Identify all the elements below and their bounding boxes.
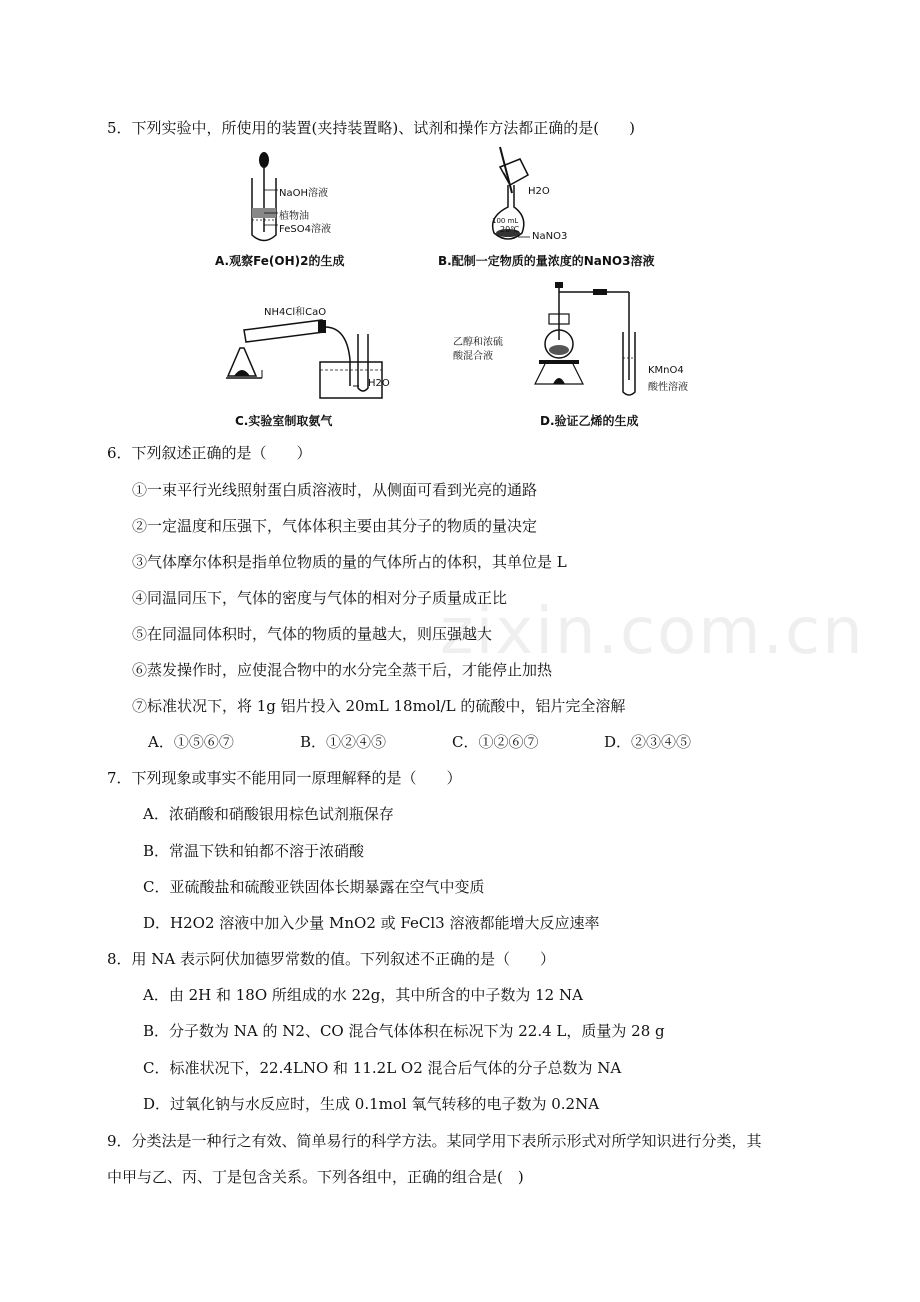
q6-choices [148,732,756,752]
q6-choice-c[interactable]: C．①②⑥⑦ [452,733,539,751]
q6-item-6: ⑥蒸发操作时，应使混合物中的水分完全蒸干后，才能停止加热 [132,661,553,679]
q8-option-a[interactable]: A．由 2H 和 18O 所组成的水 22g，其中所含的中子数为 12 NA [143,986,583,1004]
figure-b-label-water: H2O [528,186,550,197]
q8-option-d[interactable]: D．过氧化钠与水反应时，生成 0.1mol 氧气转移的电子数为 0.2NA [143,1095,600,1113]
q6-choice-a[interactable]: A．①⑤⑥⑦ [148,733,234,751]
figure-c-caption: C.实验室制取氨气 [235,414,333,428]
figure-d-label-acidic: 酸性溶液 [648,382,688,393]
figure-c-label-reagents: NH4Cl和CaO [264,307,327,318]
q8-option-b[interactable]: B．分子数为 NA 的 N2、CO 混合气体体积在标况下为 22.4 L，质量为 28 g [143,1022,665,1040]
figure-c-label-water: H2O [368,378,390,389]
figure-a-caption: A.观察Fe(OH)2的生成 [215,254,345,268]
figure-b-caption: B.配制一定物质的量浓度的NaNO3溶液 [438,254,655,268]
figure-a-label-oil: 植物油 [279,211,309,222]
q6-stem: 6．下列叙述正确的是（ ） [107,444,312,462]
q9-stem-line-1: 9．分类法是一种行之有效、简单易行的科学方法。某同学用下表所示形式对所学知识进行分类，其 [107,1132,762,1150]
watermark: zixin.com.cn [440,595,865,669]
q6-choice-d[interactable]: D．②③④⑤ [604,733,692,751]
figure-d-label-kmno4: KMnO4 [648,365,684,376]
q6-choice-b[interactable]: B．①②④⑤ [300,733,387,751]
q6-item-3: ③气体摩尔体积是指单位物质的量的气体所占的体积，其单位是 L [132,553,567,571]
figure-a-test-tube [230,150,390,250]
q6-item-4: ④同温同压下，气体的密度与气体的相对分子质量成正比 [132,589,508,607]
figure-d-label-mixture-2: 酸混合液 [453,351,493,362]
q7-option-c[interactable]: C．亚硫酸盐和硫酸亚铁固体长期暴露在空气中变质 [143,878,485,896]
figure-a-label-feso4: FeSO4溶液 [279,224,331,235]
figure-d-caption: D.验证乙烯的生成 [540,414,639,428]
q6-item-1: ①一束平行光线照射蛋白质溶液时，从侧面可看到光亮的通路 [132,481,538,499]
q7-option-a[interactable]: A．浓硝酸和硝酸银用棕色试剂瓶保存 [143,805,394,823]
figure-b-label-temp: 20℃ [500,225,520,234]
figure-d-label-mixture-1: 乙醇和浓硫 [453,337,503,348]
q6-item-7: ⑦标准状况下，将 1g 铝片投入 20mL 18mol/L 的硫酸中，铝片完全溶解 [132,697,626,715]
q8-stem: 8．用 NA 表示阿伏加德罗常数的值。下列叙述不正确的是（ ） [107,950,556,968]
q9-stem-line-2: 中甲与乙、丙、丁是包含关系。下列各组中，正确的组合是( ) [107,1168,524,1186]
q6-item-2: ②一定温度和压强下，气体体积主要由其分子的物质的量决定 [132,517,538,535]
q8-option-c[interactable]: C．标准状况下，22.4LNO 和 11.2L O2 混合后气体的分子总数为 NA [143,1059,622,1077]
q7-option-d[interactable]: D．H2O2 溶液中加入少量 MnO2 或 FeCl3 溶液都能增大反应速率 [143,914,600,932]
figure-b-label-nano3: NaNO3 [532,231,568,242]
q6-item-5: ⑤在同温同体积时，气体的物质的量越大，则压强越大 [132,625,493,643]
figure-a-label-naoh: NaOH溶液 [279,188,328,199]
q5-stem: 5．下列实验中，所使用的装置(夹持装置略)、试剂和操作方法都正确的是( ) [107,119,635,137]
q7-stem: 7．下列现象或事实不能用同一原理解释的是（ ） [107,769,462,787]
q7-option-b[interactable]: B．常温下铁和铂都不溶于浓硝酸 [143,842,365,860]
figure-b-label-volume: 100 mL [492,217,519,225]
